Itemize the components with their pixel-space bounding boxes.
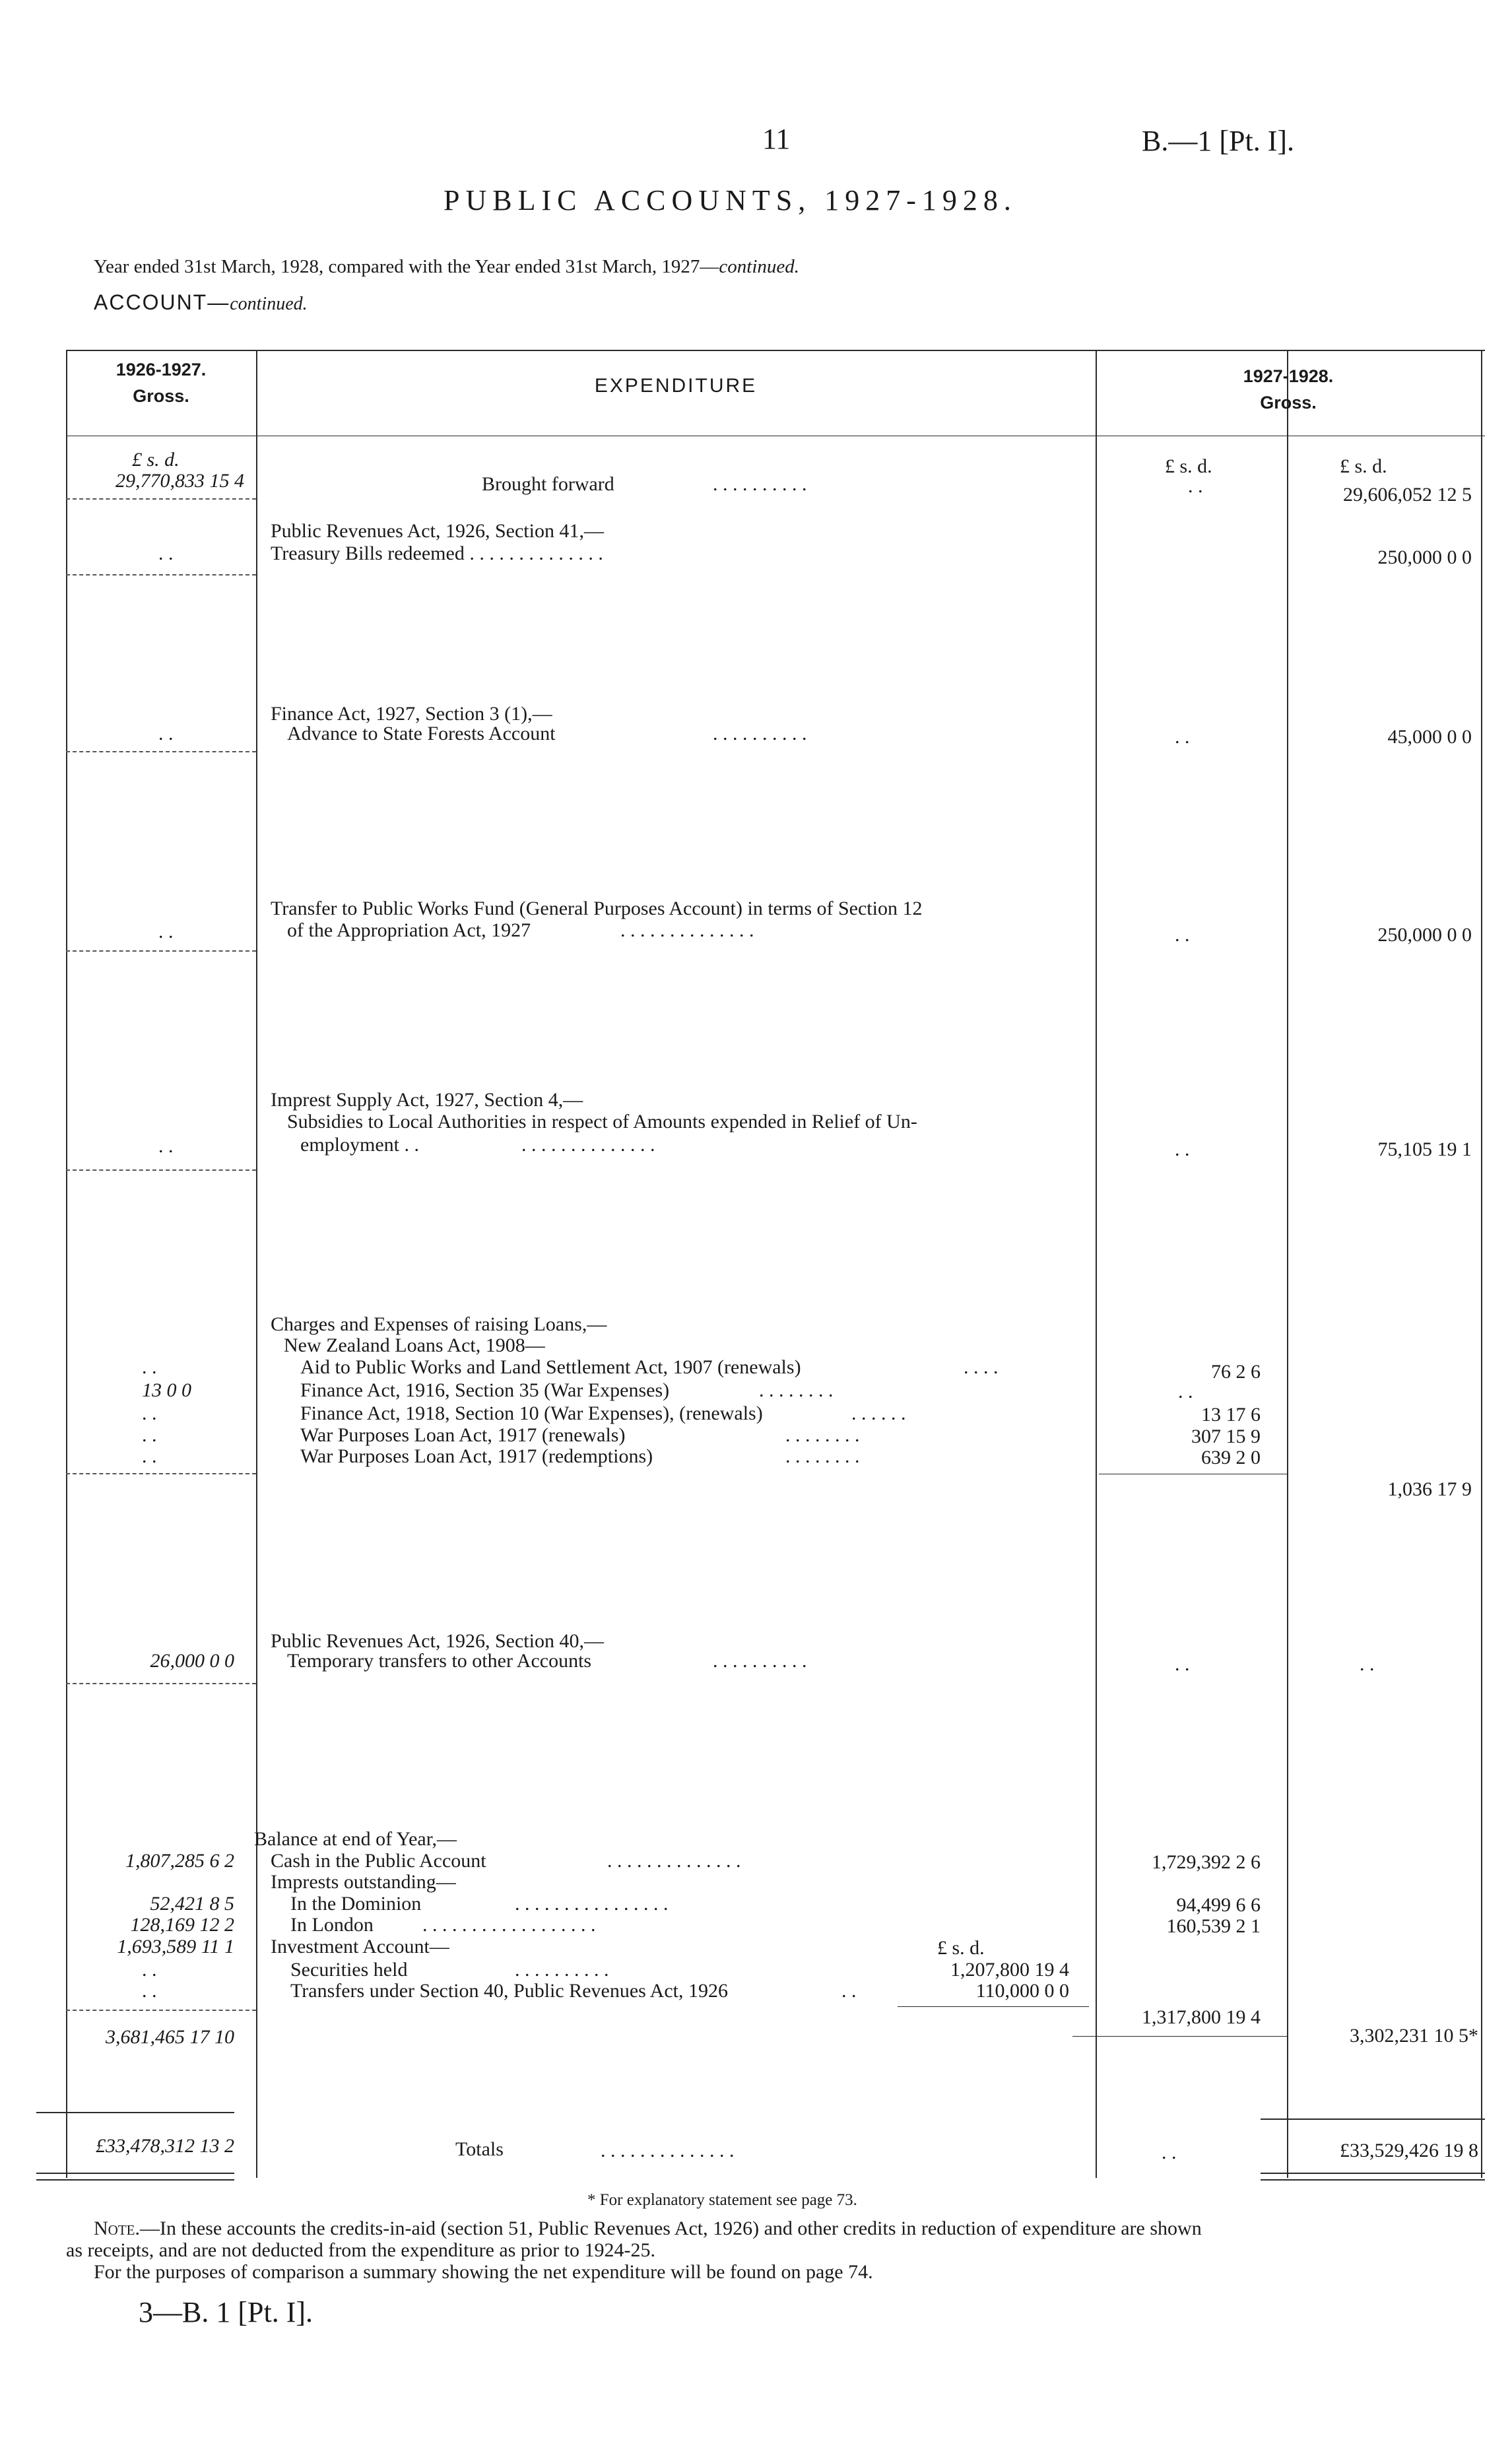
document-reference: B.—1 [Pt. I]. [1142,125,1294,157]
imprest-line1: Subsidies to Local Authorities in respect of Amounts expended in Relief of Un- [287,1111,917,1133]
treasury-label: Treasury Bills redeemed . . . . . . . . . . . . . . [271,542,603,564]
subtitle [94,256,799,278]
loan-item-prev: . . [142,1356,157,1378]
investment-total: 1,317,800 19 4 [1142,2006,1261,2028]
imprest-gross: 75,105 19 1 [1377,1138,1472,1160]
dot-leader: . . . . . . . . . . [713,473,807,495]
investment-label: Investment Account— [271,1936,449,1957]
totals-double-rule-3 [1261,2173,1485,2174]
page-title: PUBLIC ACCOUNTS, 1927-1928. [444,184,1017,216]
dot-leader: . . . . . . . . . . . . . . . . [515,1893,669,1915]
temporary-label: Temporary transfers to other Accounts [287,1650,592,1672]
col-expenditure: EXPENDITURE [594,375,758,397]
london-label: In London [290,1914,374,1936]
note-label: Note. [94,2217,140,2239]
note-text: —In these accounts the credits-in-aid (section 51, Public Revenues Act, 1926) and other credits in reduction of expenditure are shown [140,2217,1202,2239]
page-number: 11 [762,123,791,155]
dominion-mid: 94,499 6 6 [1176,1894,1261,1916]
dot-leader: . . . . . . . . . . . . . . [601,2140,735,2161]
totals-double-rule-2 [36,2179,234,2181]
row-separator [66,751,256,753]
imprest-heading: Imprest Supply Act, 1927, Section 4,— [271,1089,583,1111]
totals-prev: £33,478,312 13 2 [96,2135,234,2157]
imprest-prev: . . [158,1135,174,1157]
loans-gross: 1,036 17 9 [1387,1478,1472,1500]
totals-label: Totals [455,2138,504,2160]
table-top-rule [66,350,1485,351]
balance-gross: 3,302,231 10 5* [1350,2025,1478,2047]
loan-item-mid: 639 2 0 [1201,1447,1261,1468]
subtitle-main: Year ended 31st March, 1928, compared with the Year ended 31st March, 1927— [94,256,719,277]
loan-item-prev: . . [142,1402,157,1424]
london-prev: 128,169 12 2 [130,1914,234,1936]
cash-prev: 1,807,285 6 2 [125,1850,234,1872]
dot-leader: . . . . . . . . . . [713,723,807,744]
signature-ref: 3—B. 1 [Pt. I]. [139,2296,313,2328]
dot-leader: . . . . . . . . [785,1424,860,1446]
units-mid: £ s. d. [1165,455,1212,477]
row-separator [66,1473,256,1475]
dot-leader: . . . . [964,1356,999,1378]
transfer-pwf-prev: . . [158,921,174,942]
dot-leader: . . . . . . . . . . . . . . [521,1134,655,1156]
transfers40-prev: . . [142,1980,157,2002]
cash-label: Cash in the Public Account [271,1850,486,1872]
col-prev-gross: Gross. [133,386,189,406]
loan-item-mid: 76 2 6 [1211,1361,1261,1383]
dot-leader: . . . . . . . . . . . . . . . . . . [422,1914,596,1936]
loan-item-mid: 307 15 9 [1191,1426,1261,1447]
col-prev-year: 1926-1927. [115,360,207,379]
loan-item-label: Finance Act, 1916, Section 35 (War Expenses) [300,1379,670,1401]
row-separator [66,574,256,576]
transfer-pwf-line2: of the Appropriation Act, 1927 [287,919,531,941]
units-prev: £ s. d. [132,449,180,471]
treasury-gross: 250,000 0 0 [1377,546,1472,568]
dominion-label: In the Dominion [290,1893,422,1915]
brought-forward-gross: 29,606,052 12 5 [1343,484,1472,506]
units-gross: £ s. d. [1340,455,1387,477]
temporary-prev: 26,000 0 0 [150,1650,234,1672]
securities-label: Securities held [290,1959,408,1981]
finance-adv-prev: . . [158,723,174,744]
note-paragraph [94,2217,1202,2240]
loans-subheading: New Zealand Loans Act, 1908— [284,1334,545,1356]
transfer-pwf-gross: 250,000 0 0 [1377,924,1472,946]
imprest-line2: employment . . [300,1134,419,1156]
col-divider-3 [1287,350,1288,2178]
footnote: * For explanatory statement see page 73. [587,2191,857,2209]
transfer-pwf-line1: Transfer to Public Works Fund (General Purposes Account) in terms of Section 12 [271,898,923,919]
loan-item-mid: . . [1178,1381,1193,1402]
temporary-mid: . . [1175,1653,1190,1675]
account-label-text: ACCOUNT— [94,290,230,314]
totals-top-rule-left [36,2112,234,2113]
transfers40-sub: 110,000 0 0 [975,1980,1069,2002]
securities-prev: . . [142,1959,157,1981]
col-current-gross: Gross. [1260,393,1317,412]
finance-adv-gross: 45,000 0 0 [1387,726,1472,748]
account-label [94,290,308,315]
investment-prev: 1,693,589 11 1 [117,1936,234,1957]
loan-item-prev: . . [142,1424,157,1446]
totals-gross: £33,529,426 19 8 [1340,2140,1478,2161]
row-separator [66,1169,256,1171]
balance-heading: Balance at end of Year,— [254,1828,457,1850]
totals-double-rule-4 [1261,2179,1485,2181]
row-separator [66,2010,256,2012]
cash-mid: 1,729,392 2 6 [1152,1851,1261,1873]
transfers40-label: Transfers under Section 40, Public Revenues Act, 1926 [290,1980,728,2002]
transfer-pwf-mid: . . [1175,924,1190,946]
brought-forward-label: Brought forward [482,473,614,495]
temporary-heading: Public Revenues Act, 1926, Section 40,— [271,1630,604,1652]
loan-item-label: Aid to Public Works and Land Settlement Act, 1907 (renewals) [300,1356,801,1378]
loan-item-label: War Purposes Loan Act, 1917 (redemptions) [300,1445,653,1467]
account-continued: continued. [230,294,308,314]
investment-subtotal-rule [898,2006,1089,2007]
note-text-line2: as receipts, and are not deducted from the expenditure as prior to 1924-25. [66,2239,656,2261]
subtitle-continued: continued. [719,256,800,277]
dot-leader: . . . . . . [851,1402,906,1424]
loans-heading: Charges and Expenses of raising Loans,— [271,1313,607,1335]
right-border [1481,350,1482,2178]
balance-subtotal-rule [1072,2036,1287,2037]
brought-forward-prev: 29,770,833 15 4 [115,470,244,492]
totals-mid: . . [1162,2142,1177,2163]
dot-leader: . . . . . . . . [785,1445,860,1467]
loan-item-prev: 13 0 0 [142,1379,191,1401]
loan-item-prev: . . [142,1445,157,1467]
loan-item-mid: 13 17 6 [1201,1404,1261,1426]
row-separator [66,498,256,500]
loan-item-label: War Purposes Loan Act, 1917 (renewals) [300,1424,626,1446]
brought-forward-mid: . . [1188,475,1203,497]
finance-adv-label: Advance to State Forests Account [287,723,556,744]
dot-leader: . . . . . . . . . . . . . . [607,1850,741,1872]
totals-double-rule-1 [36,2173,234,2174]
balance-prev-total: 3,681,465 17 10 [106,2026,234,2048]
note-text-line3: For the purposes of comparison a summary showing the net expenditure will be found on page 74. [94,2261,873,2283]
london-mid: 160,539 2 1 [1166,1915,1261,1937]
investment-units: £ s. d. [937,1937,985,1959]
imprest-mid: . . [1175,1138,1190,1160]
loan-item-label: Finance Act, 1918, Section 10 (War Expenses), (renewals) [300,1402,763,1424]
row-separator [66,1683,256,1685]
col-current-year: 1927-1928. [1243,366,1334,386]
imprests-label: Imprests outstanding— [271,1871,456,1893]
dot-leader: . . [841,1980,857,2002]
finance-adv-mid: . . [1175,726,1190,748]
treasury-heading: Public Revenues Act, 1926, Section 41,— [271,520,604,542]
dot-leader: . . . . . . . . . . . . . . [620,919,754,941]
treasury-prev: . . [158,542,174,564]
dot-leader: . . . . . . . . . . [713,1650,807,1672]
row-separator [66,950,256,952]
col-divider-1 [256,350,257,2178]
dominion-prev: 52,421 8 5 [150,1893,234,1915]
totals-top-rule-right [1261,2118,1485,2120]
finance-adv-heading: Finance Act, 1927, Section 3 (1),— [271,703,552,725]
securities-sub: 1,207,800 19 4 [950,1959,1069,1981]
dot-leader: . . . . . . . . [759,1379,834,1401]
dot-leader: . . . . . . . . . . [515,1959,609,1981]
temporary-gross: . . [1360,1653,1375,1675]
